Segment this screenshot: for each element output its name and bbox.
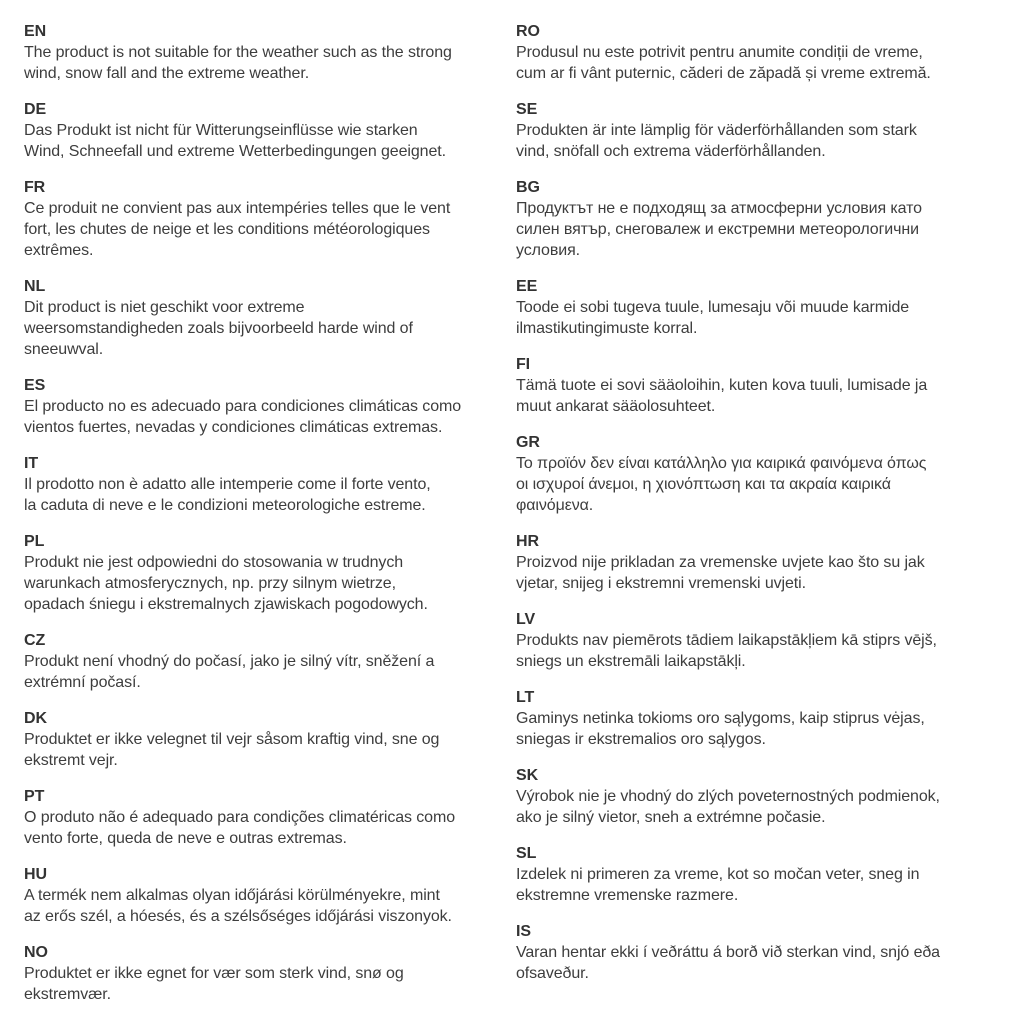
language-code-label: FI: [516, 356, 531, 373]
translation-line: силен вятър, снеговалеж и екстремни метеорологични: [516, 221, 919, 238]
lang-section-en: [24, 21, 510, 84]
translation-line: Dit product is niet geschikt voor extreme: [24, 299, 305, 316]
lang-section-bg: [516, 177, 1014, 261]
translation-line: vind, snöfall och extrema väderförhållanden.: [516, 143, 826, 160]
translation-line: A termék nem alkalmas olyan időjárási körülményekre, mint: [24, 887, 440, 904]
translation-line: ilmastikutingimuste korral.: [516, 320, 698, 337]
translation-line: sniegas ir ekstremalios oro sąlygos.: [516, 731, 766, 748]
translation-line: Das Produkt ist nicht für Witterungseinflüsse wie starken: [24, 122, 418, 139]
translation-line: Produktet er ikke egnet for vær som sterk vind, snø og: [24, 965, 404, 982]
lang-section-lt: [516, 687, 1014, 750]
translation-line: The product is not suitable for the weather such as the strong: [24, 44, 452, 61]
translation-line: οι ισχυροί άνεμοι, η χιονόπτωση και τα ακραία καιρικά: [516, 476, 891, 493]
translation-line: Toode ei sobi tugeva tuule, lumesaju või muude karmide: [516, 299, 910, 316]
language-code-label: LT: [516, 689, 535, 706]
language-code-label: EN: [24, 23, 47, 40]
translation-line: ekstremne vremenske razmere.: [516, 887, 739, 904]
translation-line: условия.: [516, 242, 580, 259]
lang-section-sk: [516, 765, 1014, 828]
translation-line: ofsaveður.: [516, 965, 589, 982]
lang-section-is: [516, 921, 1014, 984]
language-code-label: IT: [24, 455, 39, 472]
lang-section-ee: [516, 276, 1014, 339]
lang-section-es: [24, 375, 510, 438]
translation-line: φαινόμενα.: [516, 497, 594, 514]
language-code-label: PT: [24, 788, 45, 805]
translation-line: Tämä tuote ei sovi sääoloihin, kuten kova tuuli, lumisade ja: [516, 377, 928, 394]
language-code-label: CZ: [24, 632, 46, 649]
translation-line: Izdelek ni primeren za vreme, kot so močan veter, sneg in: [516, 866, 920, 883]
language-code-label: IS: [516, 923, 531, 940]
language-code-label: DK: [24, 710, 47, 727]
translation-line: ekstremt vejr.: [24, 752, 118, 769]
translation-line: Produkt nie jest odpowiedni do stosowania w trudnych: [24, 554, 404, 571]
lang-section-dk: [24, 708, 510, 771]
language-code-label: HR: [516, 533, 539, 550]
lang-section-hu: [24, 864, 510, 927]
translation-line: warunkach atmosferycznych, np. przy silnym wietrze,: [24, 575, 396, 592]
translation-line: la caduta di neve e le condizioni meteorologiche estreme.: [24, 497, 426, 514]
translation-line: Wind, Schneefall und extreme Wetterbedingungen geeignet.: [24, 143, 446, 160]
language-code-label: PL: [24, 533, 45, 550]
language-code-label: RO: [516, 23, 540, 40]
lang-section-fi: [516, 354, 1014, 417]
translation-line: Produktet er ikke velegnet til vejr såsom kraftig vind, sne og: [24, 731, 440, 748]
translation-line: Το προϊόν δεν είναι κατάλληλο για καιρικά φαινόμενα όπως: [516, 455, 927, 472]
right-column: [516, 21, 1014, 999]
left-column: [24, 21, 510, 1020]
language-code-label: LV: [516, 611, 536, 628]
translation-line: fort, les chutes de neige et les conditions météorologiques: [24, 221, 430, 238]
translation-line: Ce produit ne convient pas aux intempéries telles que le vent: [24, 200, 451, 217]
translation-line: vientos fuertes, nevadas y condiciones climáticas extremas.: [24, 419, 443, 436]
translation-line: wind, snow fall and the extreme weather.: [24, 65, 310, 82]
lang-section-nl: [24, 276, 510, 360]
translation-line: Výrobok nie je vhodný do zlých poveternostných podmienok,: [516, 788, 940, 805]
translation-line: Proizvod nije prikladan za vremenske uvjete kao što su jak: [516, 554, 925, 571]
lang-section-de: [24, 99, 510, 162]
language-code-label: NO: [24, 944, 48, 961]
translation-line: Gaminys netinka tokioms oro sąlygoms, kaip stiprus vėjas,: [516, 710, 925, 727]
lang-section-pt: [24, 786, 510, 849]
translation-line: Il prodotto non è adatto alle intemperie come il forte vento,: [24, 476, 431, 493]
translation-line: sniegs un ekstremāli laikapstākļi.: [516, 653, 746, 670]
translation-line: Produkt není vhodný do počasí, jako je silný vítr, sněžení a: [24, 653, 435, 670]
translation-line: Продуктът не е подходящ за атмосферни условия като: [516, 200, 922, 217]
translation-line: vjetar, snijeg i ekstremni vremenski uvjeti.: [516, 575, 806, 592]
language-code-label: DE: [24, 101, 47, 118]
language-code-label: NL: [24, 278, 46, 295]
language-code-label: SK: [516, 767, 539, 784]
translation-line: O produto não é adequado para condições climatéricas como: [24, 809, 456, 826]
language-code-label: BG: [516, 179, 540, 196]
lang-section-sl: [516, 843, 1014, 906]
language-code-label: EE: [516, 278, 538, 295]
translation-line: cum ar fi vânt puternic, căderi de zăpadă și vreme extremă.: [516, 65, 931, 82]
lang-section-fr: [24, 177, 510, 261]
translation-line: az erős szél, a hóesés, és a szélsőséges időjárási viszonyok.: [24, 908, 452, 925]
translation-line: Varan hentar ekki í veðráttu á borð við sterkan vind, snjó eða: [516, 944, 940, 961]
translation-line: ekstremvær.: [24, 986, 111, 1003]
translation-line: Produkten är inte lämplig för väderförhållanden som stark: [516, 122, 917, 139]
language-code-label: GR: [516, 434, 540, 451]
translation-line: El producto no es adecuado para condiciones climáticas como: [24, 398, 462, 415]
translation-line: ako je silný vietor, sneh a extrémne počasie.: [516, 809, 826, 826]
translation-line: muut ankarat sääolosuhteet.: [516, 398, 716, 415]
language-code-label: SL: [516, 845, 537, 862]
lang-section-pl: [24, 531, 510, 615]
lang-section-it: [24, 453, 510, 516]
lang-section-se: [516, 99, 1014, 162]
language-code-label: HU: [24, 866, 47, 883]
lang-section-lv: [516, 609, 1014, 672]
translation-line: weersomstandigheden zoals bijvoorbeeld harde wind of: [24, 320, 413, 337]
translation-line: Produkts nav piemērots tādiem laikapstākļiem kā stiprs vējš,: [516, 632, 937, 649]
lang-section-cz: [24, 630, 510, 693]
translation-line: vento forte, queda de neve e outras extremas.: [24, 830, 347, 847]
language-code-label: ES: [24, 377, 46, 394]
translation-line: opadach śniegu i ekstremalnych zjawiskach pogodowych.: [24, 596, 428, 613]
language-code-label: FR: [24, 179, 46, 196]
translation-line: sneeuwval.: [24, 341, 104, 358]
translation-line: extrémní počasí.: [24, 674, 141, 691]
lang-section-gr: [516, 432, 1014, 516]
lang-section-no: [24, 942, 510, 1005]
translation-line: Produsul nu este potrivit pentru anumite condiții de vreme,: [516, 44, 923, 61]
lang-section-hr: [516, 531, 1014, 594]
translation-line: extrêmes.: [24, 242, 94, 259]
lang-section-ro: [516, 21, 1014, 84]
language-code-label: SE: [516, 101, 538, 118]
